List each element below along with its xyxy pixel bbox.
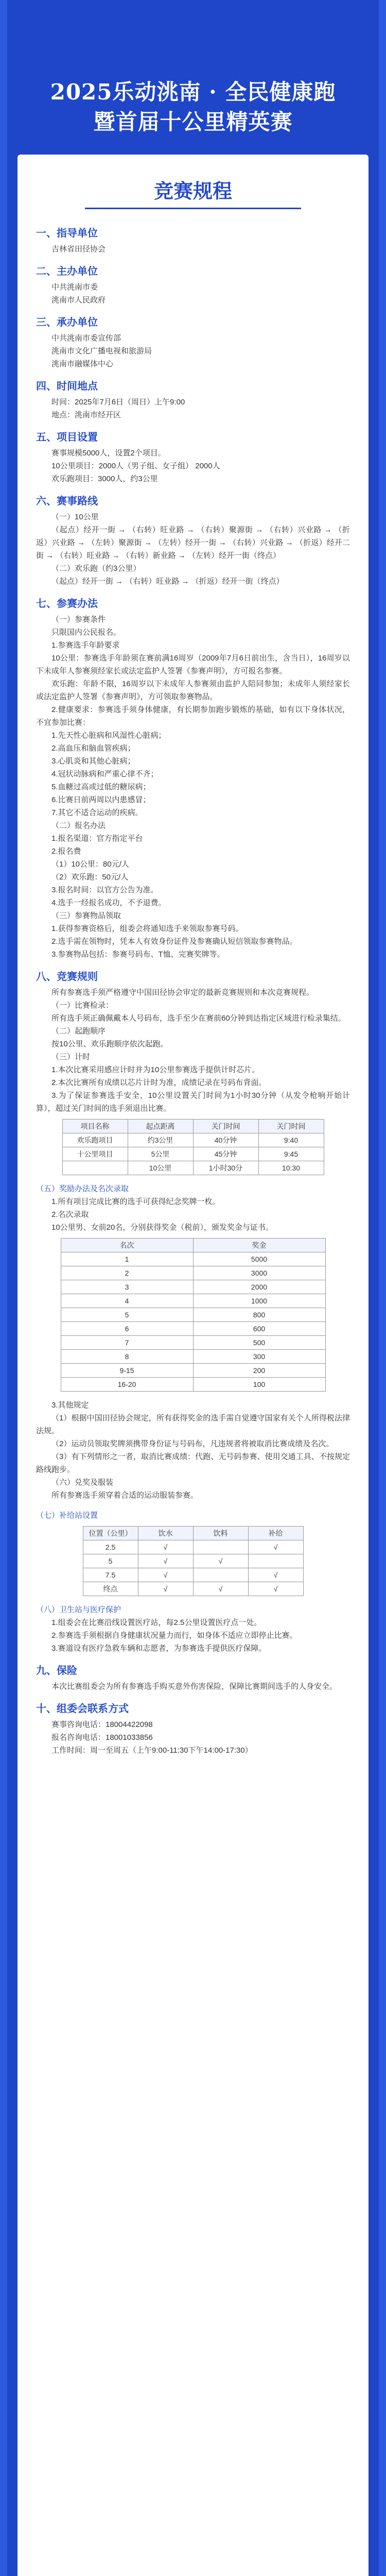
rules-card <box>17 155 369 2576</box>
table-cell: 5公里 <box>128 1147 193 1161</box>
text-line: 吉林省田径协会 <box>51 245 106 253</box>
text-line: （二）欢乐跑（约3公里） <box>51 564 141 573</box>
rules-section <box>36 968 350 1175</box>
text-line: （起点）经开一街 → （右转）旺业路 → （右转）聚源街 → （右转）兴业路 → （折返）兴业路 → （左转）聚源街 → （左转）经开一街 → （右转）兴业路 → （折返）经开二街 → （右转）旺业路 → （右转）新业路 → （左转）经开一街（终点） <box>36 526 350 560</box>
table-row <box>83 1582 303 1596</box>
table-cell: 约3公里 <box>128 1133 193 1147</box>
table-cell: √ <box>248 1540 303 1554</box>
text-line: 2.本次比赛所有成绩以芯片计时为准，成绩记录在号码布背面。 <box>51 1078 267 1087</box>
table-row <box>61 1266 325 1280</box>
table-cell: √ <box>138 1540 193 1554</box>
text-line: （二）报名办法 <box>51 821 106 830</box>
table-cell <box>248 1554 303 1568</box>
text-line: 洮南市文化广播电视和旅游局 <box>51 347 152 355</box>
table-cell: 1小时30分 <box>193 1161 258 1175</box>
text-line: 3.参赛物品包括：参赛号码布、T恤、完赛奖牌等。 <box>51 950 225 959</box>
table-header-cell: 起点距离 <box>128 1120 193 1133</box>
text-line: 欢乐跑：年龄不限，16周岁以下未成年人参赛须由监护人陪同参加；未成年人须经家长或法定监护人签署《参赛声明》，方可领取参赛物品。 <box>36 680 350 701</box>
text-line: 地点：洮南市经开区 <box>51 411 121 419</box>
table-cell: 16-20 <box>61 1378 193 1392</box>
table-cell: √ <box>248 1582 303 1596</box>
table-cell: 1000 <box>193 1294 325 1308</box>
section <box>36 378 350 421</box>
table-cell: 9:40 <box>258 1133 324 1147</box>
table-cell: √ <box>138 1554 193 1568</box>
section-heading: 一、指导单位 <box>36 228 98 239</box>
text-line: 5.血糖过高或过低的糖尿病； <box>51 783 151 791</box>
table-cell: 3 <box>61 1280 193 1294</box>
text-line: （一）10公里 <box>51 513 99 521</box>
table-cell: 1 <box>61 1252 193 1266</box>
text-line: 洮南市融媒体中心 <box>51 360 114 368</box>
table-cell: 2000 <box>193 1280 325 1294</box>
text-line: 所有参赛选手须严格遵守中国田径协会审定的最新竞赛规则和本次竞赛规程。 <box>51 988 314 997</box>
table-cell: 3000 <box>193 1266 325 1280</box>
table-row <box>61 1364 325 1378</box>
table-cell: 600 <box>193 1322 325 1336</box>
table-row <box>61 1322 325 1336</box>
text-line: （3）有下列情形之一者，取消比赛成绩：代跑、无号码参赛、使用交通工具、不按规定路线跑步。 <box>36 1452 350 1474</box>
text-line: 欢乐跑项目：3000人，约3公里 <box>51 474 158 483</box>
right-border-stripe <box>379 0 386 2576</box>
text-line: （起点）经开一街 → （右转）旺业路 → （折返）经开一街（终点） <box>51 577 284 586</box>
safety-heading: （八）卫生站与医疗保护 <box>36 1605 121 1614</box>
table-cell: 40分钟 <box>193 1133 258 1147</box>
section-heading: 二、主办单位 <box>36 266 98 277</box>
text-line: 只限国内公民报名。 <box>51 628 121 637</box>
text-line: 1.获得参赛资格后，组委会将通知选手来领取参赛号码。 <box>51 924 243 933</box>
rules-heading: 八、竞赛规则 <box>36 971 98 982</box>
route-section <box>36 493 350 588</box>
table-header-cell: 名次 <box>61 1239 193 1252</box>
text-line: 1.本次比赛采用感应计时并为10公里参赛选手提供计时芯片。 <box>51 1065 260 1074</box>
table-cell: 4 <box>61 1294 193 1308</box>
cutoff-schedule-table <box>62 1119 324 1175</box>
table-row <box>62 1147 324 1161</box>
table-cell: 10公里 <box>128 1161 193 1175</box>
text-line: （一）比赛检录： <box>51 1001 114 1010</box>
text-line: 2.参赛选手须根据自身健康状况量力而行，如身体不适应立即停止比赛。 <box>51 1631 297 1640</box>
text-line: 3.心肌炎和其他心脏病； <box>51 757 135 766</box>
table-row <box>61 1294 325 1308</box>
basic-sections <box>36 225 350 485</box>
insurance-lines <box>36 1680 350 1693</box>
text-line: 6.比赛日前两周以内患感冒； <box>51 795 151 804</box>
table-cell: √ <box>138 1582 193 1596</box>
table-cell: 800 <box>193 1308 325 1322</box>
table-cell: 8 <box>61 1350 193 1364</box>
awards-heading: （五）奖励办法及名次录取 <box>36 1184 129 1193</box>
table-header-cell: 项目名称 <box>62 1120 128 1133</box>
text-line: 7.其它不适合运动的疾病。 <box>51 808 143 817</box>
participation-section <box>36 595 350 961</box>
title-line-1: 2025乐动洮南 · 全民健康跑 <box>50 79 336 105</box>
table-cell: 9:45 <box>258 1147 324 1161</box>
table-row <box>61 1350 325 1364</box>
table-header-cell: 奖金 <box>193 1239 325 1252</box>
other-rules-lines <box>36 1399 350 1502</box>
text-line: 1.报名渠道：官方指定平台 <box>51 834 143 843</box>
safety-lines <box>36 1616 350 1655</box>
table-row <box>62 1161 324 1175</box>
table-cell: √ <box>193 1582 248 1596</box>
table-cell: √ <box>248 1568 303 1582</box>
text-line: 3.报名时间：以官方公告为准。 <box>51 886 159 894</box>
table-cell: 7 <box>61 1336 193 1350</box>
table-cell: 5 <box>83 1554 138 1568</box>
text-line: 3.其他规定 <box>51 1401 89 1410</box>
text-line: 10公里男、女前20名，分别获得奖金（税前），颁发奖金与证书。 <box>51 1223 273 1232</box>
section <box>36 429 350 485</box>
table-cell: 7.5 <box>83 1568 138 1582</box>
table-cell: 200 <box>193 1364 325 1378</box>
contact-heading: 十、组委会联系方式 <box>36 1703 129 1715</box>
text-line: （一）参赛条件 <box>51 615 106 624</box>
table-row <box>61 1308 325 1322</box>
section <box>36 263 350 307</box>
text-line: 1.参赛选手年龄要求 <box>51 641 120 650</box>
text-line: 1.先天性心脏病和风湿性心脏病； <box>51 731 166 740</box>
text-line: （1）根据中国田径协会规定，所有获得奖金的选手需自觉遵守国家有关个人所得税法律法规。 <box>36 1414 350 1435</box>
text-line: 工作时间：周一至周五（上午9:00-11:30下午14:00-17:30） <box>51 1746 253 1755</box>
table-cell: 5 <box>61 1308 193 1322</box>
title-underline <box>85 208 301 209</box>
section-heading: 五、项目设置 <box>36 432 98 443</box>
table-cell: 欢乐跑项目 <box>62 1133 128 1147</box>
text-line: 赛事咨询电话：18004422098 <box>51 1720 153 1729</box>
table-cell: 2.5 <box>83 1540 138 1554</box>
awards-section <box>36 1182 350 1392</box>
table-header-cell: 补给 <box>248 1527 303 1540</box>
other-rules-section <box>36 1399 350 1502</box>
table-row <box>61 1280 325 1294</box>
text-line: 2.高血压和脑血管疾病； <box>51 744 135 753</box>
text-line: （1）10公里：80元/人 <box>51 860 129 869</box>
text-line: 3.赛道设有医疗急救车辆和志愿者，为参赛选手提供医疗保障。 <box>51 1644 267 1653</box>
safety-section <box>36 1603 350 1655</box>
table-row <box>83 1540 303 1554</box>
text-line: 10公里项目：2000人（男子组、女子组） 2000人 <box>51 462 220 470</box>
text-line: （二）起跑顺序 <box>51 1027 106 1036</box>
table-header-cell: 饮料 <box>193 1527 248 1540</box>
text-line: 洮南市人民政府 <box>51 296 106 304</box>
text-line: 所有选手须正确佩戴本人号码布，选手至少在赛前60分钟到达指定区域进行检录集结。 <box>51 1014 346 1023</box>
table-header-cell: 饮水 <box>138 1527 193 1540</box>
participation-lines <box>36 613 350 961</box>
text-line: 3.为了保证参赛选手安全，10公里设置关门时间为1小时30分钟（从发令枪响开始计算），超过关门时间的选手须退出比赛。 <box>36 1091 350 1113</box>
text-line: 4.冠状动脉病和严重心律不齐； <box>51 770 159 778</box>
table-cell <box>193 1568 248 1582</box>
text-line: （六）兑奖及服装 <box>51 1478 114 1487</box>
table-cell <box>62 1161 128 1175</box>
text-line: 2.名次录取 <box>51 1210 89 1219</box>
supply-station-table <box>83 1526 304 1596</box>
table-cell: 300 <box>193 1350 325 1364</box>
insurance-section <box>36 1662 350 1693</box>
table-cell: √ <box>138 1568 193 1582</box>
card-title: 竞赛规程 <box>153 179 232 202</box>
contact-section <box>36 1700 350 1757</box>
table-cell: 45分钟 <box>193 1147 258 1161</box>
table-cell: 终点 <box>83 1582 138 1596</box>
text-line: 中共洮南市委 <box>51 283 98 292</box>
text-line: （三）计时 <box>51 1053 91 1061</box>
text-line: （2）欢乐跑：50元/人 <box>51 873 129 882</box>
table-row <box>83 1554 303 1568</box>
participation-heading: 七、参赛办法 <box>36 598 98 609</box>
table-header-cell: 关门时间 <box>258 1120 324 1133</box>
route-heading: 六、赛事路线 <box>36 496 98 507</box>
section-heading: 三、承办单位 <box>36 317 98 328</box>
text-line: 报名咨询电话：18001033856 <box>51 1733 153 1742</box>
text-line: 2.健康要求：参赛选手须身体健康，有长期参加跑步锻炼的基础，如有以下身体状况，不宜参加比赛： <box>36 705 350 727</box>
section <box>36 314 350 370</box>
table-cell: 十公里项目 <box>62 1147 128 1161</box>
text-line: 本次比赛组委会为所有参赛选手购买意外伤害保险，保障比赛期间选手的人身安全。 <box>51 1682 338 1691</box>
text-line: 所有参赛选手须穿着合适的运动服装参赛。 <box>51 1491 199 1500</box>
table-cell: 9-15 <box>61 1364 193 1378</box>
rules-lines <box>36 986 350 1115</box>
table-row <box>62 1133 324 1147</box>
text-line: 赛事规模5000人，设置2个项目。 <box>51 449 166 457</box>
table-cell: 500 <box>193 1336 325 1350</box>
table-cell: 10:30 <box>258 1161 324 1175</box>
table-cell <box>193 1540 248 1554</box>
contact-lines <box>36 1718 350 1757</box>
prize-table <box>61 1238 326 1392</box>
text-line: 4.选手一经报名成功，不予退费。 <box>51 899 166 907</box>
supply-section <box>36 1509 350 1596</box>
insurance-heading: 九、保险 <box>36 1665 77 1676</box>
page-title <box>0 77 386 137</box>
text-line: 时间：2025年7月6日（周日）上午9:00 <box>51 398 185 406</box>
table-cell: 5000 <box>193 1252 325 1266</box>
table-row <box>61 1378 325 1392</box>
left-border-stripe <box>0 0 7 2576</box>
table-cell: 100 <box>193 1378 325 1392</box>
text-line: （2）运动员领取奖牌须携带身份证与号码布，凡违规者将被取消比赛成绩及名次。 <box>51 1439 334 1448</box>
text-line: 2.报名费 <box>51 847 81 856</box>
table-cell: 6 <box>61 1322 193 1336</box>
text-line: （三）参赛物品领取 <box>51 911 121 920</box>
table-row <box>61 1252 325 1266</box>
section <box>36 225 350 256</box>
table-header-cell: 位置（公里） <box>83 1527 138 1540</box>
text-line: 1.组委会在比赛沿线设置医疗站，每2.5公里设置医疗点一处。 <box>51 1618 262 1627</box>
table-cell: 2 <box>61 1266 193 1280</box>
route-lines <box>36 511 350 588</box>
title-line-2: 暨首届十公里精英赛 <box>93 109 293 134</box>
table-row <box>61 1336 325 1350</box>
table-header-cell: 关门时间 <box>193 1120 258 1133</box>
table-row <box>83 1568 303 1582</box>
text-line: 2.选手需在领物时，凭本人有效身份证件及参赛确认短信领取参赛物品。 <box>51 937 297 946</box>
text-line: 按10公里、欢乐跑顺序依次起跑。 <box>51 1040 168 1048</box>
text-line: 1.所有项目完成比赛的选手可获得纪念奖牌一枚。 <box>51 1197 220 1206</box>
table-cell: √ <box>193 1554 248 1568</box>
awards-lines <box>36 1195 350 1234</box>
supply-heading: （七）补给站设置 <box>36 1511 98 1520</box>
text-line: 10公里：参赛选手年龄须在赛前满16周岁（2009年7月6日前出生，含当日），16周岁以下未成年人参赛须经家长或法定监护人签署《参赛声明》，方可报名参赛。 <box>36 654 350 675</box>
text-line: 中共洮南市委宣传部 <box>51 334 121 343</box>
section-heading: 四、时间地点 <box>36 381 98 392</box>
